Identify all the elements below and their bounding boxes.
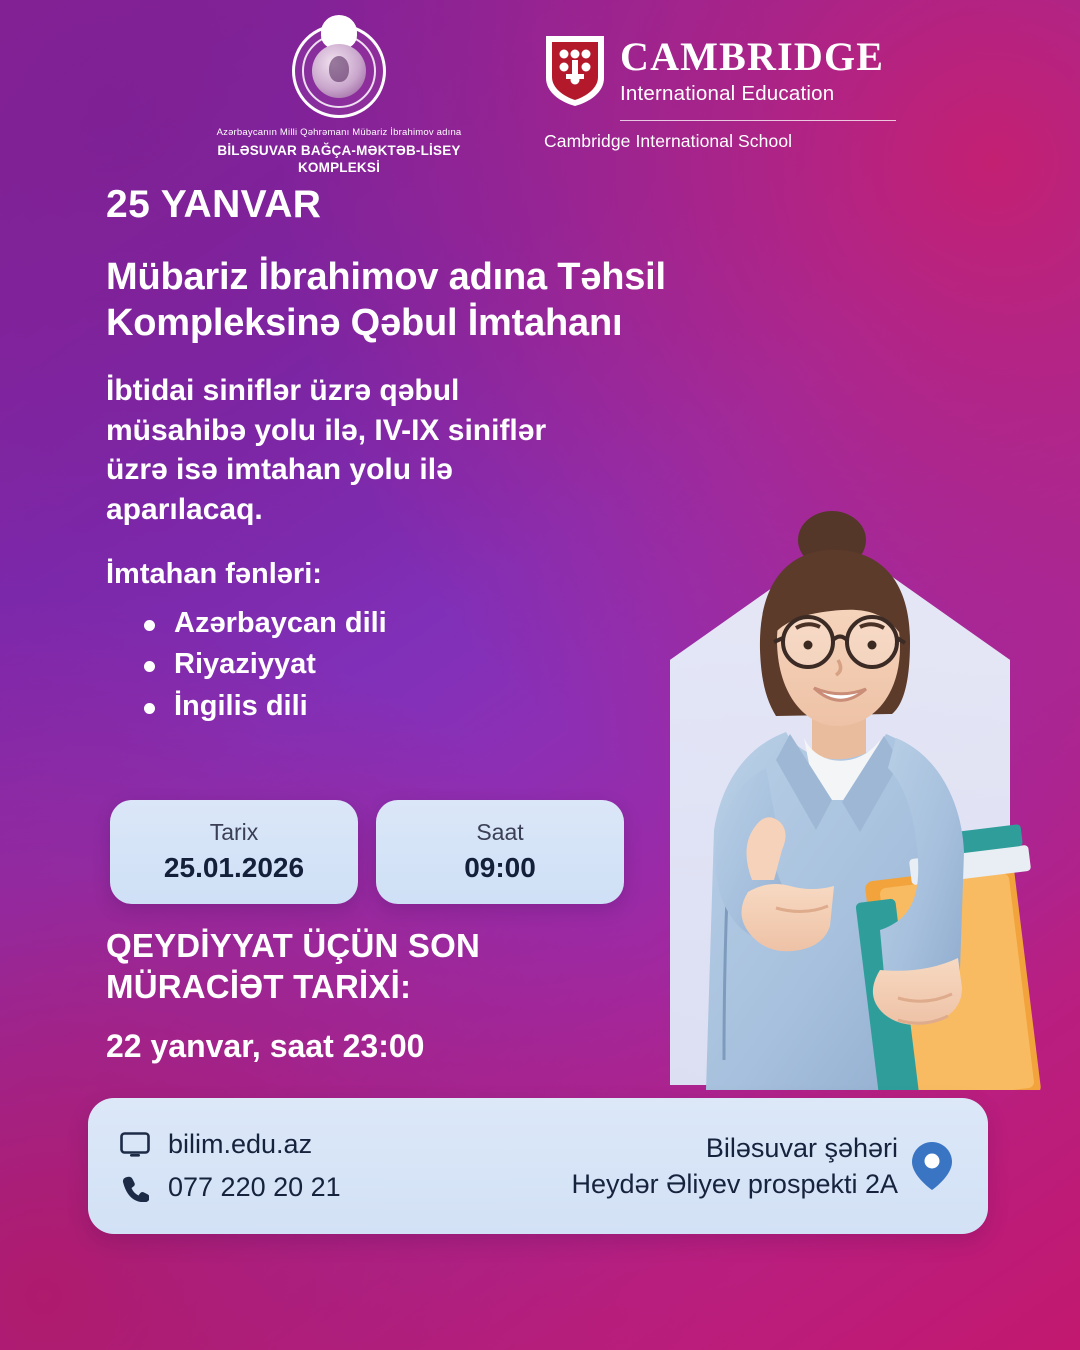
- deadline-title: QEYDİYYAT ÜÇÜN SON MÜRACİƏT TARİXİ:: [106, 927, 480, 1006]
- time-pill-value: 09:00: [464, 852, 536, 884]
- cambridge-subtitle: International Education: [620, 81, 835, 105]
- website-text: bilim.edu.az: [168, 1129, 313, 1159]
- school-logo-line2: BİLƏSUVAR BAĞÇA-MƏKTƏB-LİSEY KOMPLEKSİ: [217, 142, 461, 176]
- main-content: [106, 185, 726, 727]
- list-item: Riyaziyyat: [144, 644, 726, 685]
- cambridge-logo: [544, 24, 896, 152]
- subjects-label: İmtahan fənləri:: [106, 558, 322, 591]
- cambridge-school-line: Cambridge International School: [544, 131, 793, 151]
- website-row[interactable]: [120, 1129, 341, 1160]
- subjects-list: [106, 603, 726, 727]
- logo-bar: [0, 24, 1080, 177]
- date-pill-label: Tarix: [209, 818, 259, 845]
- description-text: İbtidai siniflər üzrə qəbul müsahibə yolu ilə, IV-IX siniflər üzrə isə imtahan yolu ilə aparılacaq.: [106, 373, 547, 527]
- cambridge-shield-icon: [544, 34, 606, 108]
- school-logo: [204, 24, 474, 177]
- phone-text: 077 220 20 21: [168, 1172, 341, 1202]
- school-logo-line1: Azərbaycanın Milli Qəhrəmanı Mübariz İbrahimov adına: [216, 127, 462, 138]
- address-block: [572, 1130, 898, 1202]
- time-pill-label: Saat: [476, 818, 524, 845]
- location-pin-icon: [910, 1140, 954, 1192]
- time-pill: [376, 800, 624, 904]
- deadline-value: 22 yanvar, saat 23:00: [106, 1027, 425, 1064]
- contact-bar: [88, 1098, 988, 1234]
- date-heading: 25 YANVAR: [106, 183, 322, 226]
- deadline-block: [106, 925, 666, 1065]
- address-line-1: Biləsuvar şəhəri: [705, 1132, 898, 1163]
- phone-row[interactable]: [120, 1172, 341, 1203]
- date-pill-value: 25.01.2026: [163, 852, 305, 884]
- cambridge-wordmark: CAMBRIDGE: [620, 33, 885, 79]
- date-pill: [110, 800, 358, 904]
- contact-left: [120, 1129, 341, 1203]
- cambridge-divider: [620, 120, 896, 121]
- monitor-icon: [120, 1132, 150, 1158]
- list-item: Azərbaycan dili: [144, 603, 726, 644]
- school-crest-icon: [292, 24, 386, 118]
- contact-right: [572, 1130, 954, 1202]
- address-line-2: Heydər Əliyev prospekti 2A: [571, 1169, 898, 1199]
- page-title: Mübariz İbrahimov adına Təhsil Kompleksinə Qəbul İmtahanı: [106, 255, 666, 345]
- info-pills: [110, 800, 624, 904]
- phone-icon: [120, 1174, 150, 1202]
- list-item: İngilis dili: [144, 686, 726, 727]
